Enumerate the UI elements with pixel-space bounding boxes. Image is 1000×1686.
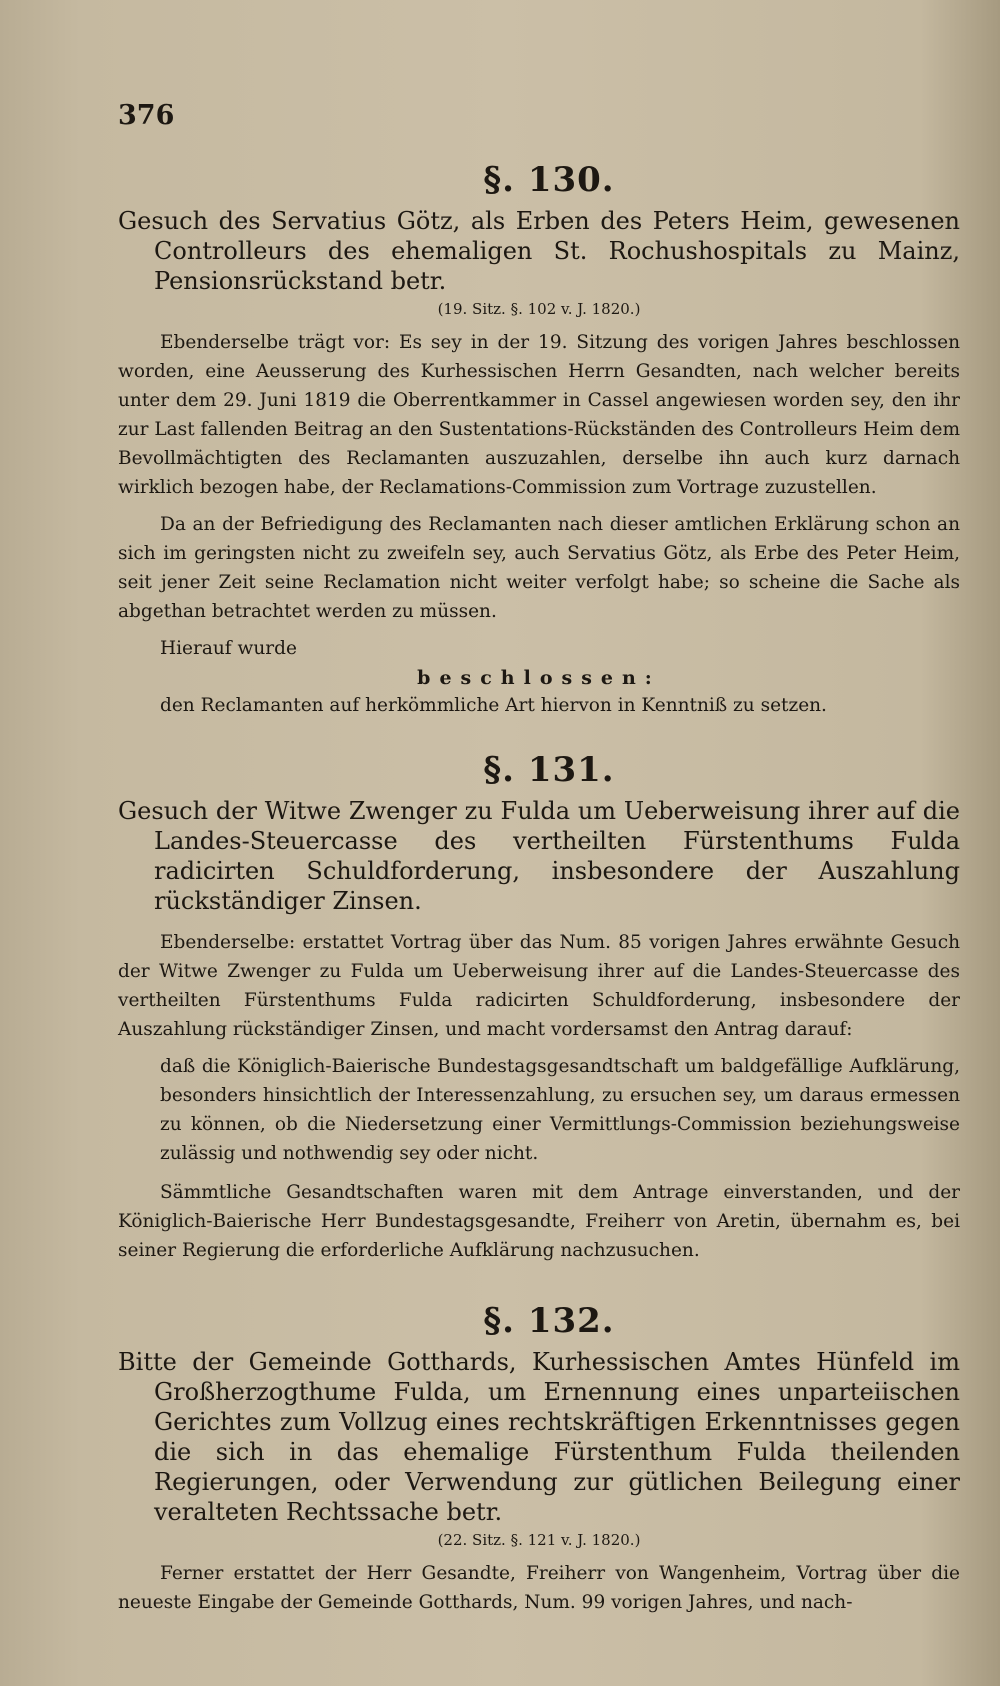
section-heading: §. 130. bbox=[483, 160, 615, 200]
section-title: Gesuch der Witwe Zwenger zu Fulda um Ueberweisung ihrer auf die Landes-Steuercasse des vertheilten Fürstenthums Fulda radicirten Schuldforderung, insbesondere der Auszahlung rückständiger Zinsen. bbox=[118, 797, 960, 915]
section-heading: §. 131. bbox=[483, 750, 615, 790]
resolution-text: den Reclamanten auf herkömmliche Art hiervon in Kenntniß zu setzen. bbox=[160, 695, 827, 716]
section-title: Bitte der Gemeinde Gotthards, Kurhessischen Amtes Hünfeld im Großherzogthume Fulda, um Ernennung eines unparteiischen Gerichtes zum Vollzug eines rechtskräftigen Erkenntnisses gegen die sich in das ehemalige Fürstenthum Fulda theilenden Regierungen, oder Verwendung zur gütlichen Beilegung einer veralteten Rechtssache betr. bbox=[118, 1348, 960, 1526]
citation: (22. Sitz. §. 121 v. J. 1820.) bbox=[437, 1531, 641, 1549]
section-title: Gesuch des Servatius Götz, als Erben des Peters Heim, gewesenen Controlleurs des ehemaligen St. Rochushospitals zu Mainz, Pensionsrückstand betr. bbox=[118, 207, 960, 295]
paragraph: Ebenderselbe trägt vor: Es sey in der 19. Sitzung des vorigen Jahres beschlossen worden, eine Aeusserung des Kurhessischen Herrn Gesandten, nach welcher bereits unter dem 29. Juni 1819 die Oberrentkammer in Cassel angewiesen worden sey, den ihr zur Last fallenden Beitrag an den Sustentations-Rückständen des Controlleurs Heim dem Bevollmächtigten des Reclamanten auszuzahlen, derselbe ihn auch kurz darnach wirklich bezogen habe, der Reclamations-Commission zum Vortrage zuzustellen. bbox=[118, 332, 960, 498]
section-130 bbox=[118, 160, 960, 720]
section-132 bbox=[118, 1301, 960, 1617]
section-heading: §. 132. bbox=[483, 1301, 615, 1341]
hierauf-line: Hierauf wurde bbox=[160, 638, 297, 659]
paragraph: Ferner erstattet der Herr Gesandte, Freiherr von Wangenheim, Vortrag über die neueste Eingabe der Gemeinde Gotthards, Num. 99 vorigen Jahres, und nach- bbox=[118, 1563, 960, 1613]
page-number: 376 bbox=[118, 100, 175, 131]
section-131 bbox=[118, 750, 960, 1265]
motion-text: daß die Königlich-Baierische Bundestagsgesandtschaft um baldgefällige Aufklärung, besonders hinsichtlich der Interessenzahlung, zu ersuchen sey, um daraus ermessen zu können, ob die Niedersetzung einer Vermittlungs-Commission beziehungsweise zulässig und nothwendig sey oder nicht. bbox=[160, 1056, 960, 1164]
citation: (19. Sitz. §. 102 v. J. 1820.) bbox=[437, 300, 641, 318]
resolution-keyword: beschlossen: bbox=[417, 667, 661, 689]
paragraph: Da an der Befriedigung des Reclamanten nach dieser amtlichen Erklärung schon an sich im geringsten nicht zu zweifeln sey, auch Servatius Götz, als Erbe des Peter Heim, seit jener Zeit seine Reclamation nicht weiter verfolgt habe; so scheine die Sache als abgethan betrachtet werden zu müssen. bbox=[118, 514, 960, 622]
paragraph: Ebenderselbe: erstattet Vortrag über das Num. 85 vorigen Jahres erwähnte Gesuch der Witwe Zwenger zu Fulda um Ueberweisung ihrer auf die Landes-Steuercasse des vertheilten Fürstenthums Fulda radicirten Schuldforderung, insbesondere der Auszahlung rückständiger Zinsen, und macht vordersamst den Antrag darauf: bbox=[118, 932, 960, 1040]
paragraph: Sämmtliche Gesandtschaften waren mit dem Antrage einverstanden, und der Königlich-Baierische Herr Bundestagsgesandte, Freiherr von Aretin, übernahm es, bei seiner Regierung die erforderliche Aufklärung nachzusuchen. bbox=[118, 1182, 960, 1261]
